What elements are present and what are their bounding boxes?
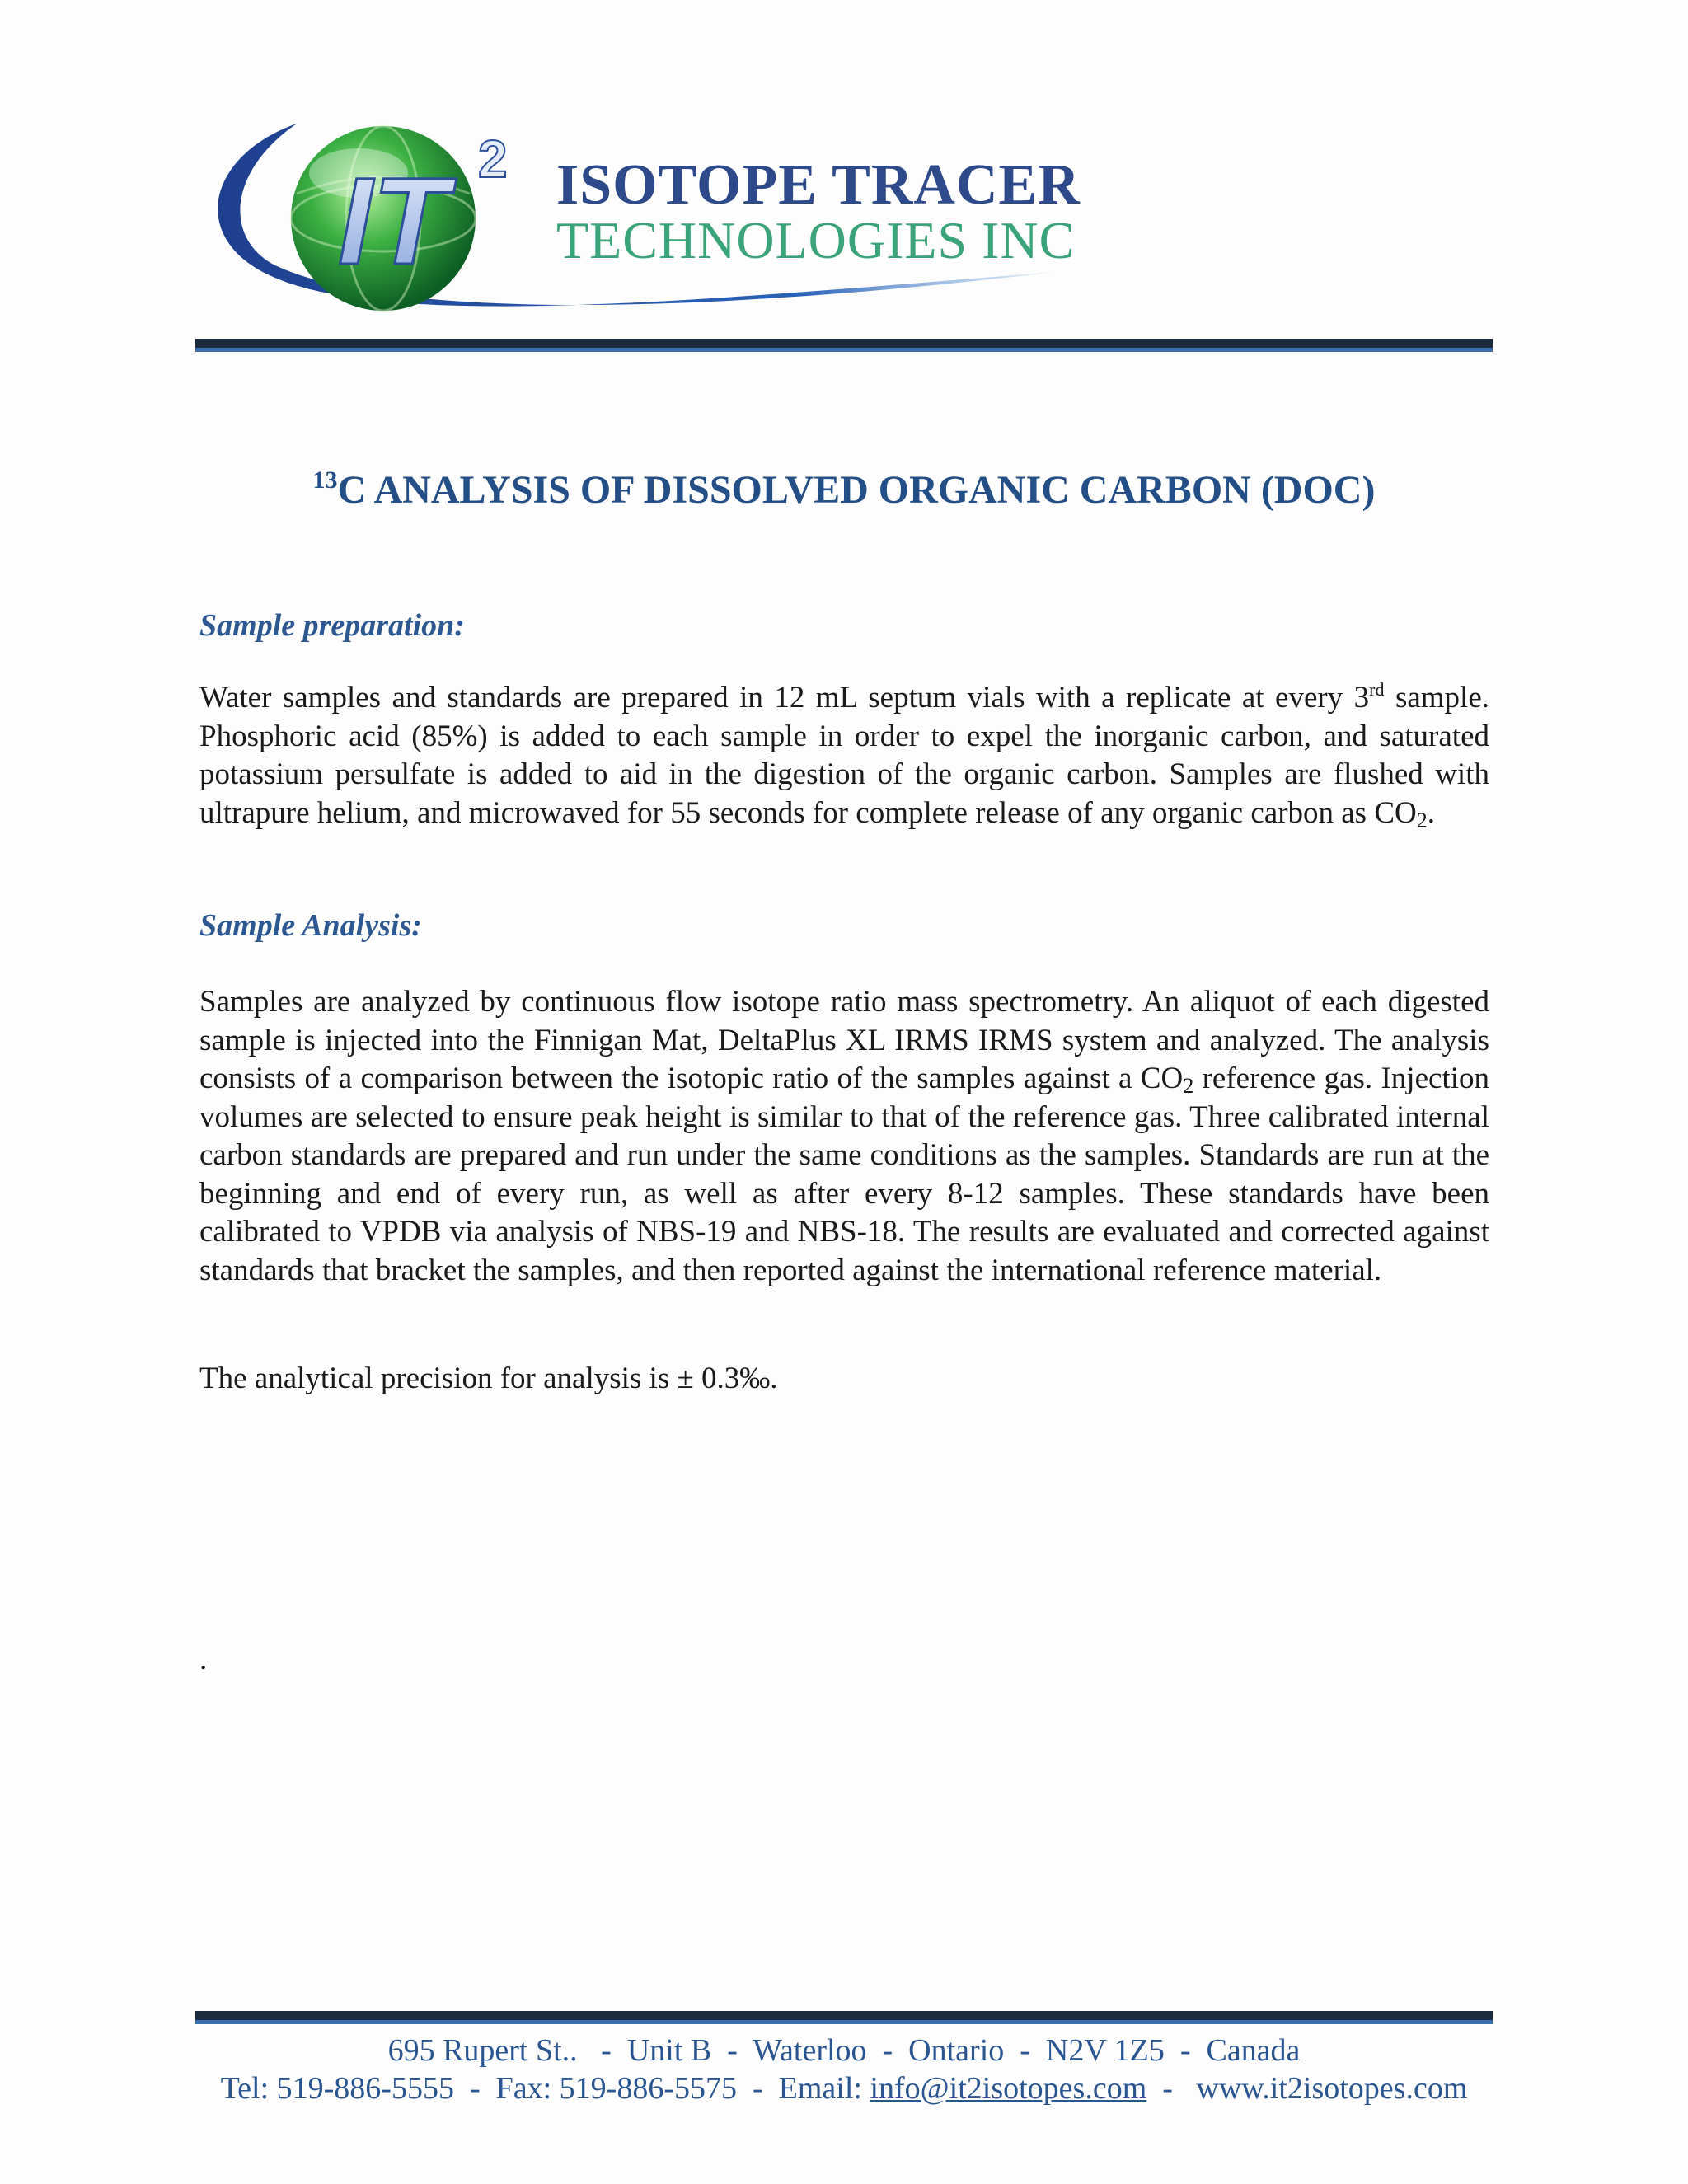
footer-address: 695 Rupert St.. - Unit B - Waterloo - Ontario - N2V 1Z5 - Canada — [387, 2033, 1301, 2068]
email-link[interactable]: info@it2isotopes.com — [870, 2071, 1147, 2106]
stray-period: . — [199, 1643, 208, 1676]
title-text: C ANALYSIS OF DISSOLVED ORGANIC CARBON (DOC) — [337, 468, 1376, 512]
section-heading-preparation: Sample preparation: — [199, 608, 465, 643]
analysis-subscript: 2 — [1183, 1074, 1194, 1098]
svg-text:IT: IT — [338, 152, 448, 290]
title-superscript: 13 — [312, 466, 338, 494]
svg-text:2: 2 — [478, 129, 508, 189]
prep-subscript: 2 — [1416, 808, 1428, 832]
footer-contact — [0, 2070, 1688, 2107]
company-name-line2: TECHNOLOGIES INC — [556, 211, 1076, 269]
footer-website: - www.it2isotopes.com — [1146, 2071, 1468, 2106]
prep-text-1: Water samples and standards are prepared in 12 mL septum vials with a replicate at every 3 — [199, 681, 1370, 715]
prep-text-3: . — [1427, 795, 1435, 830]
document-title — [0, 466, 1688, 513]
header-divider — [195, 339, 1493, 352]
analysis-text-2: reference gas. Injection volumes are selected to ensure peak height is similar to that of the reference gas. Three calibrated internal carbon standards are prepared and run under the same conditions as the samples. Standards are run at the beginning and end of every run, as well as after every 8-12 samples. These standards have been calibrated to VPDB via analysis of NBS-19 and NBS-18. The results are evaluated and corrected against standards that bracket the samples, and then reported against the international reference material. — [199, 1062, 1489, 1287]
preparation-paragraph — [199, 679, 1489, 832]
footer-tel-fax: Tel: 519-886-5555 - Fax: 519-886-5575 - Email: — [220, 2071, 870, 2106]
prep-superscript: rd — [1369, 679, 1385, 700]
section-heading-analysis: Sample Analysis: — [199, 908, 422, 943]
analysis-paragraph — [199, 983, 1489, 1290]
footer-divider — [195, 2011, 1493, 2024]
prep-text-2: sample. Phosphoric acid (85%) is added to each sample in order to expel the inorganic carbon, and saturated potassium persulfate is added to aid in the digestion of the organic carbon. Samples are flushed with ultrapure helium, and microwaved for 55 seconds for complete release of any organic carbon as CO — [199, 681, 1489, 830]
company-logo — [198, 103, 1088, 334]
company-name-line1: ISOTOPE TRACER — [556, 153, 1081, 217]
analysis-text-1: Samples are analyzed by continuous flow isotope ratio mass spectrometry. An aliquot of each digested sample is injected into the Finnigan Mat, DeltaPlus XL IRMS IRMS system and analyzed. The analysis consists of a comparison between the isotopic ratio of the samples against a CO — [199, 985, 1489, 1095]
precision-paragraph: The analytical precision for analysis is ± 0.3‰. — [199, 1361, 778, 1395]
